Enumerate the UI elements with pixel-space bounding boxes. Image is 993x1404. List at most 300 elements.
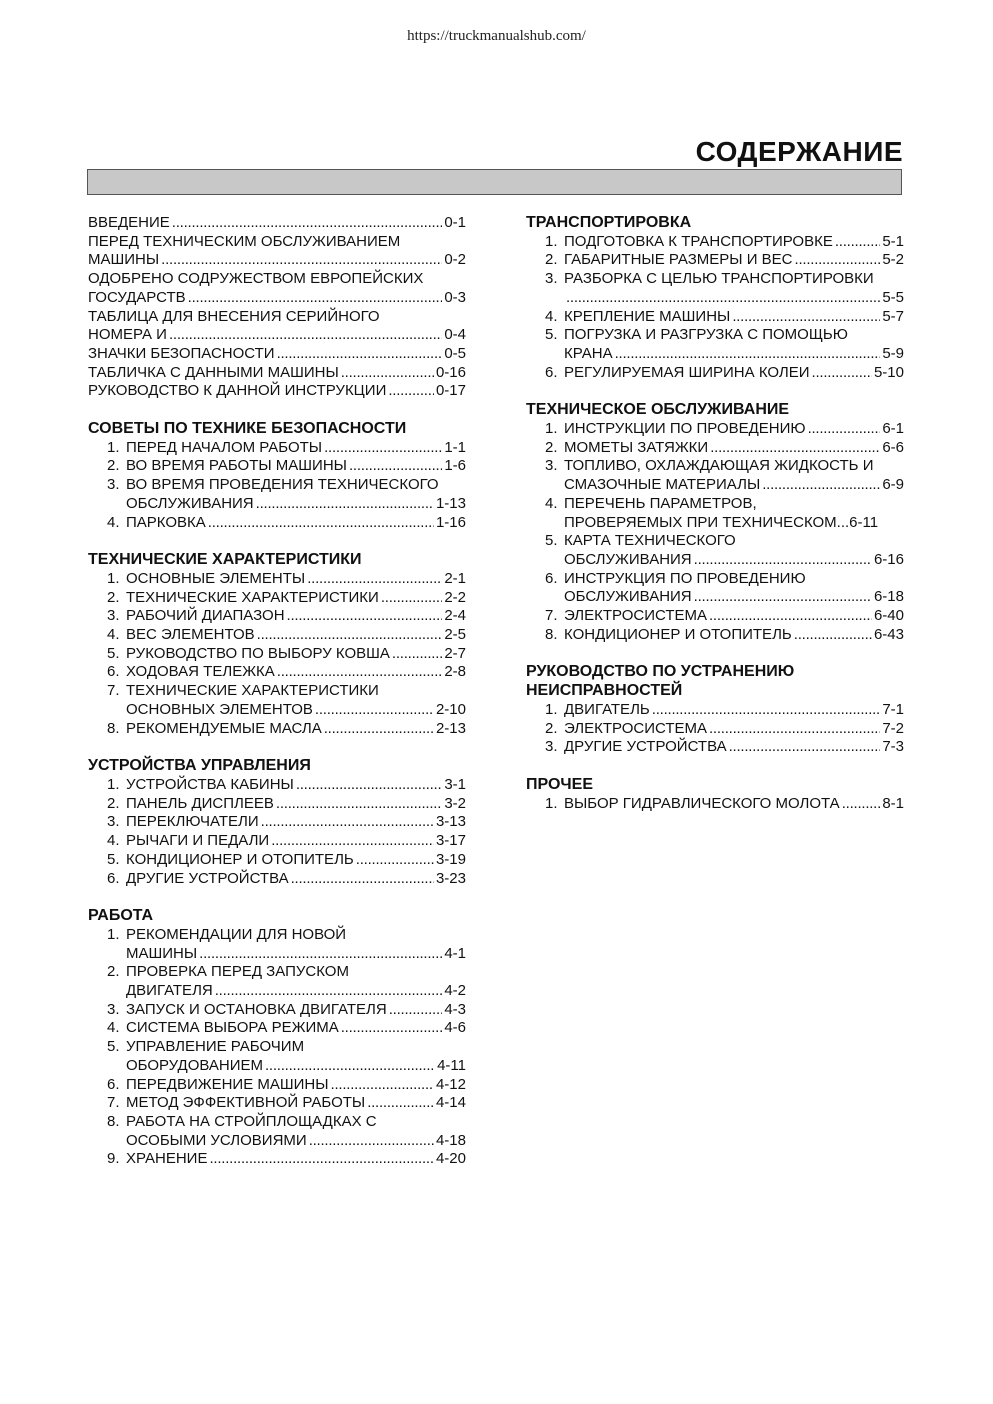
toc-entry-continuation[interactable] bbox=[526, 476, 904, 495]
entry-number: 5. bbox=[107, 850, 120, 868]
toc-entry[interactable] bbox=[526, 701, 904, 720]
entry-text: ТЕХНИЧЕСКИЕ ХАРАКТЕРИСТИКИ bbox=[126, 682, 379, 700]
entry-number: 1. bbox=[545, 700, 558, 718]
entry-page: 8-1 bbox=[882, 794, 904, 812]
dot-leader bbox=[208, 514, 434, 533]
toc-entry[interactable] bbox=[526, 420, 904, 439]
dot-leader bbox=[709, 720, 880, 739]
toc-entry[interactable] bbox=[88, 663, 466, 682]
toc-entry[interactable] bbox=[526, 720, 904, 739]
entry-text: ДВИГАТЕЛЯ bbox=[126, 982, 213, 1000]
dot-leader bbox=[729, 738, 881, 757]
entry-page: 0-16 bbox=[435, 363, 466, 381]
entry-text: ЭЛЕКТРОСИСТЕМА bbox=[564, 607, 707, 625]
toc-entry[interactable] bbox=[526, 607, 904, 626]
entry-page: 0-2 bbox=[444, 251, 466, 269]
entry-text: УПРАВЛЕНИЕ РАБОЧИМ bbox=[126, 1038, 305, 1056]
entry-page: 5-7 bbox=[882, 307, 904, 325]
dot-leader bbox=[291, 870, 434, 889]
toc-section-other bbox=[526, 776, 904, 813]
entry-page: 2-8 bbox=[444, 663, 466, 681]
entry-number: 4. bbox=[545, 494, 558, 512]
dot-leader bbox=[271, 832, 434, 851]
entry-number: 2. bbox=[107, 794, 120, 812]
entry-page: 2-10 bbox=[435, 700, 466, 718]
dot-leader bbox=[694, 588, 872, 607]
entry-page: 4-2 bbox=[444, 982, 466, 1000]
toc-entry-continuation[interactable] bbox=[88, 701, 466, 720]
dot-leader bbox=[215, 982, 443, 1001]
entry-page: 5-9 bbox=[882, 344, 904, 362]
toc-entry[interactable] bbox=[88, 364, 466, 383]
entry-text: КРЕПЛЕНИЕ МАШИНЫ bbox=[564, 307, 731, 325]
toc-entry[interactable] bbox=[526, 626, 904, 645]
entry-text: ГАБАРИТНЫЕ РАЗМЕРЫ И ВЕС bbox=[564, 251, 793, 269]
entry-text: ОБСЛУЖИВАНИЯ bbox=[126, 494, 254, 512]
entry-text: СМАЗОЧНЫЕ МАТЕРИАЛЫ bbox=[564, 476, 761, 494]
entry-page: 4-3 bbox=[444, 1000, 466, 1018]
entry-text: ДВИГАТЕЛЬ bbox=[564, 700, 650, 718]
toc-entry[interactable] bbox=[88, 1019, 466, 1038]
entry-text: ТАБЛИЧКА С ДАННЫМИ МАШИНЫ bbox=[88, 363, 339, 381]
section-heading[interactable]: УСТРОЙСТВА УПРАВЛЕНИЯ bbox=[88, 757, 311, 775]
entry-number: 8. bbox=[545, 625, 558, 643]
page-title: СОДЕРЖАНИЕ bbox=[695, 136, 903, 167]
toc-entry[interactable] bbox=[88, 1038, 466, 1057]
toc-entry-continuation[interactable] bbox=[526, 289, 904, 308]
source-url[interactable]: https://truckmanualshub.com/ bbox=[407, 28, 586, 44]
toc-entry[interactable] bbox=[88, 607, 466, 626]
toc-entry[interactable] bbox=[88, 270, 466, 289]
toc-entry[interactable] bbox=[88, 832, 466, 851]
toc-entry[interactable] bbox=[526, 457, 904, 476]
entry-text: ЗАПУСК И ОСТАНОВКА ДВИГАТЕЛЯ bbox=[126, 1000, 387, 1018]
toc-section-controls bbox=[88, 757, 466, 888]
entry-text: РЕКОМЕНДАЦИИ ДЛЯ НОВОЙ bbox=[126, 925, 347, 943]
entry-number: 4. bbox=[107, 1019, 120, 1037]
toc-section-introduction bbox=[88, 214, 466, 401]
dot-leader bbox=[265, 1057, 435, 1076]
entry-page: 1-1 bbox=[444, 438, 466, 456]
toc-entry[interactable] bbox=[88, 626, 466, 645]
dot-leader bbox=[652, 701, 881, 720]
entry-number: 7. bbox=[107, 682, 120, 700]
entry-page: 4-6 bbox=[444, 1019, 466, 1037]
entry-page: 6-16 bbox=[873, 550, 904, 568]
entry-page: 5-10 bbox=[873, 363, 904, 381]
entry-number: 1. bbox=[107, 569, 120, 587]
entry-page: 2-2 bbox=[444, 588, 466, 606]
entry-text: ОСНОВНЫХ ЭЛЕМЕНТОВ bbox=[126, 700, 313, 718]
entry-text: МЕТОД ЭФФЕКТИВНОЙ РАБОТЫ bbox=[126, 1094, 366, 1112]
dot-leader bbox=[566, 289, 880, 308]
entry-number: 4. bbox=[545, 307, 558, 325]
section-heading[interactable]: РУКОВОДСТВО ПО УСТРАНЕНИЮ bbox=[526, 663, 795, 681]
dot-leader bbox=[389, 1001, 443, 1020]
entry-number: 5. bbox=[107, 1038, 120, 1056]
dot-leader bbox=[808, 420, 881, 439]
toc-entry-continuation[interactable] bbox=[88, 982, 466, 1001]
entry-text: МОМЕТЫ ЗАТЯЖКИ bbox=[564, 438, 709, 456]
dot-leader bbox=[694, 551, 872, 570]
toc-entry[interactable] bbox=[88, 795, 466, 814]
toc-left-column bbox=[88, 214, 466, 1188]
entry-page: 3-2 bbox=[444, 794, 466, 812]
entry-text: ОДОБРЕНО СОДРУЖЕСТВОМ ЕВРОПЕЙСКИХ bbox=[88, 270, 424, 288]
entry-page: 2-1 bbox=[444, 569, 466, 587]
entry-text: ПРОВЕРЯЕМЫХ ПРИ ТЕХНИЧЕСКОМ...6-11 bbox=[564, 513, 879, 531]
toc-entry[interactable] bbox=[88, 514, 466, 533]
entry-text: ПЕРЕКЛЮЧАТЕЛИ bbox=[126, 813, 259, 831]
entry-text: ПЕРЕД НАЧАЛОМ РАБОТЫ bbox=[126, 438, 323, 456]
toc-entry[interactable] bbox=[88, 457, 466, 476]
toc-entry[interactable] bbox=[526, 326, 904, 345]
entry-number: 4. bbox=[107, 513, 120, 531]
entry-text: ДРУГИЕ УСТРОЙСТВА bbox=[564, 738, 727, 756]
toc-section-operation bbox=[88, 907, 466, 1169]
entry-text: ТОПЛИВО, ОХЛАЖДАЮЩАЯ ЖИДКОСТЬ И bbox=[564, 457, 874, 475]
entry-text: ПАРКОВКА bbox=[126, 513, 206, 531]
toc-entry[interactable] bbox=[88, 1094, 466, 1113]
entry-number: 2. bbox=[545, 251, 558, 269]
entry-text: РАБОЧИЙ ДИАПАЗОН bbox=[126, 607, 285, 625]
toc-entry[interactable] bbox=[88, 308, 466, 327]
toc-entry[interactable] bbox=[526, 308, 904, 327]
entry-text: УСТРОЙСТВА КАБИНЫ bbox=[126, 775, 294, 793]
toc-entry-continuation[interactable] bbox=[88, 251, 466, 270]
entry-number: 1. bbox=[107, 438, 120, 456]
toc-entry[interactable] bbox=[88, 382, 466, 401]
toc-entry[interactable] bbox=[526, 439, 904, 458]
toc-section-transport bbox=[526, 214, 904, 382]
entry-page: 3-19 bbox=[435, 850, 466, 868]
entry-page: 7-1 bbox=[882, 700, 904, 718]
entry-text: ИНСТРУКЦИИ ПО ПРОВЕДЕНИЮ bbox=[564, 420, 806, 438]
toc-entry[interactable] bbox=[88, 813, 466, 832]
entry-text: НОМЕРА И bbox=[88, 326, 167, 344]
entry-text: ПЕРЕДВИЖЕНИЕ МАШИНЫ bbox=[126, 1075, 329, 1093]
dot-leader bbox=[762, 476, 880, 495]
entry-page: 4-20 bbox=[435, 1150, 466, 1168]
toc-entry[interactable] bbox=[88, 1150, 466, 1169]
dot-leader bbox=[257, 626, 443, 645]
toc-entry-continuation[interactable] bbox=[88, 945, 466, 964]
entry-page: 4-11 bbox=[437, 1056, 466, 1074]
toc-entry[interactable] bbox=[88, 963, 466, 982]
entry-number: 3. bbox=[545, 270, 558, 288]
toc-entry-continuation[interactable] bbox=[526, 345, 904, 364]
toc-entry[interactable] bbox=[88, 570, 466, 589]
entry-number: 7. bbox=[545, 607, 558, 625]
entry-text: ПОГРУЗКА И РАЗГРУЗКА С ПОМОЩЬЮ bbox=[564, 326, 848, 344]
entry-number: 5. bbox=[545, 532, 558, 550]
title-divider-bar bbox=[87, 169, 902, 195]
entry-text: КОНДИЦИОНЕР И ОТОПИТЕЛЬ bbox=[564, 625, 792, 643]
toc-entry[interactable] bbox=[88, 776, 466, 795]
entry-number: 3. bbox=[545, 738, 558, 756]
entry-number: 2. bbox=[545, 438, 558, 456]
toc-entry[interactable] bbox=[88, 682, 466, 701]
entry-page: 3-1 bbox=[444, 775, 466, 793]
entry-text: ЭЛЕКТРОСИСТЕМА bbox=[564, 719, 707, 737]
dot-leader bbox=[188, 289, 443, 308]
entry-text: ТЕХНИЧЕСКИЕ ХАРАКТЕРИСТИКИ bbox=[126, 588, 379, 606]
toc-entry[interactable] bbox=[526, 495, 904, 514]
toc-entry-continuation[interactable] bbox=[88, 1132, 466, 1151]
entry-text: КАРТА ТЕХНИЧЕСКОГО bbox=[564, 532, 736, 550]
entry-number: 6. bbox=[545, 569, 558, 587]
dot-leader bbox=[795, 251, 881, 270]
dot-leader bbox=[732, 308, 880, 327]
entry-page: 1-13 bbox=[435, 494, 466, 512]
toc-entry[interactable] bbox=[88, 439, 466, 458]
dot-leader bbox=[349, 457, 442, 476]
section-heading[interactable]: ТРАНСПОРТИРОВКА bbox=[526, 214, 692, 231]
dot-leader bbox=[309, 1132, 434, 1151]
entry-text: РЕКОМЕНДУЕМЫЕ МАСЛА bbox=[126, 719, 322, 737]
entry-page: 1-16 bbox=[435, 513, 466, 531]
entry-text: РАЗБОРКА С ЦЕЛЬЮ ТРАНСПОРТИРОВКИ bbox=[564, 270, 874, 288]
toc-entry-continuation[interactable] bbox=[526, 551, 904, 570]
section-heading[interactable]: ПРОЧЕЕ bbox=[526, 775, 593, 793]
toc-entry[interactable] bbox=[88, 233, 466, 252]
dot-leader bbox=[835, 233, 880, 252]
entry-text: ТАБЛИЦА ДЛЯ ВНЕСЕНИЯ СЕРИЙНОГО bbox=[88, 307, 380, 325]
dot-leader bbox=[356, 851, 434, 870]
entry-page: 4-12 bbox=[435, 1075, 466, 1093]
toc-entry-continuation[interactable] bbox=[526, 514, 904, 533]
entry-text: ПЕРЕД ТЕХНИЧЕСКИМ ОБСЛУЖИВАНИЕМ bbox=[88, 232, 401, 250]
toc-entry[interactable] bbox=[526, 532, 904, 551]
entry-page: 6-6 bbox=[882, 438, 904, 456]
toc-entry[interactable] bbox=[88, 720, 466, 739]
entry-text: ОБОРУДОВАНИЕМ bbox=[126, 1056, 263, 1074]
entry-page: 3-23 bbox=[435, 869, 466, 887]
entry-page: 2-5 bbox=[444, 626, 466, 644]
entry-page: 3-17 bbox=[435, 832, 466, 850]
entry-number: 2. bbox=[107, 457, 120, 475]
entry-page: 6-9 bbox=[882, 476, 904, 494]
section-heading[interactable]: РАБОТА bbox=[88, 907, 154, 925]
entry-text: ОБСЛУЖИВАНИЯ bbox=[564, 550, 692, 568]
entry-text: КОНДИЦИОНЕР И ОТОПИТЕЛЬ bbox=[126, 850, 354, 868]
toc-entry[interactable] bbox=[88, 1113, 466, 1132]
entry-number: 5. bbox=[107, 644, 120, 662]
toc-entry-continuation[interactable] bbox=[88, 289, 466, 308]
entry-number: 3. bbox=[107, 813, 120, 831]
dot-leader bbox=[287, 607, 443, 626]
entry-page: 7-2 bbox=[882, 719, 904, 737]
entry-number: 5. bbox=[545, 326, 558, 344]
dot-leader bbox=[367, 1094, 434, 1113]
toc-entry[interactable] bbox=[88, 589, 466, 608]
dot-leader bbox=[276, 795, 442, 814]
toc-entry[interactable] bbox=[526, 364, 904, 383]
entry-text: КРАНА bbox=[564, 344, 613, 362]
dot-leader bbox=[331, 1076, 434, 1095]
toc-entry[interactable] bbox=[88, 345, 466, 364]
entry-page: 0-3 bbox=[444, 288, 466, 306]
entry-page: 2-13 bbox=[435, 719, 466, 737]
entry-text: ДРУГИЕ УСТРОЙСТВА bbox=[126, 869, 289, 887]
dot-leader bbox=[315, 701, 434, 720]
section-heading-continuation[interactable]: НЕИСПРАВНОСТЕЙ bbox=[526, 682, 683, 700]
entry-text: ОСОБЫМИ УСЛОВИЯМИ bbox=[126, 1131, 307, 1149]
toc-section-troubleshooting bbox=[526, 663, 904, 757]
entry-text: ПРОВЕРКА ПЕРЕД ЗАПУСКОМ bbox=[126, 963, 349, 981]
entry-text: ПАНЕЛЬ ДИСПЛЕЕВ bbox=[126, 794, 274, 812]
entry-text: ВВЕДЕНИЕ bbox=[88, 214, 170, 231]
entry-page: 1-6 bbox=[444, 457, 466, 475]
entry-text: РУКОВОДСТВО ПО ВЫБОРУ КОВША bbox=[126, 644, 390, 662]
entry-number: 2. bbox=[107, 588, 120, 606]
entry-number: 4. bbox=[107, 626, 120, 644]
entry-number: 7. bbox=[107, 1094, 120, 1112]
dot-leader bbox=[199, 945, 442, 964]
toc-entry[interactable] bbox=[526, 795, 904, 814]
dot-leader bbox=[709, 607, 872, 626]
dot-leader bbox=[392, 645, 442, 664]
entry-number: 3. bbox=[107, 1000, 120, 1018]
section-heading[interactable]: ТЕХНИЧЕСКИЕ ХАРАКТЕРИСТИКИ bbox=[88, 551, 362, 569]
toc-entry-continuation[interactable] bbox=[88, 326, 466, 345]
entry-text: СИСТЕМА ВЫБОРА РЕЖИМА bbox=[126, 1019, 339, 1037]
entry-text: МАШИНЫ bbox=[88, 251, 160, 269]
toc-entry[interactable] bbox=[88, 1076, 466, 1095]
entry-number: 2. bbox=[545, 719, 558, 737]
entry-number: 3. bbox=[545, 457, 558, 475]
section-heading[interactable]: ТЕХНИЧЕСКОЕ ОБСЛУЖИВАНИЕ bbox=[526, 401, 790, 419]
entry-number: 6. bbox=[107, 663, 120, 681]
toc-entry[interactable] bbox=[88, 870, 466, 889]
entry-number: 1. bbox=[545, 794, 558, 812]
dot-leader bbox=[161, 251, 442, 270]
dot-leader bbox=[172, 214, 443, 233]
entry-page: 4-14 bbox=[435, 1094, 466, 1112]
entry-page: 7-3 bbox=[882, 738, 904, 756]
dot-leader bbox=[381, 589, 442, 608]
toc-entry[interactable] bbox=[526, 233, 904, 252]
entry-text: ВЫБОР ГИДРАВЛИЧЕСКОГО МОЛОТА bbox=[564, 794, 840, 812]
entry-number: 8. bbox=[107, 1112, 120, 1130]
entry-number: 3. bbox=[107, 607, 120, 625]
entry-page: 0-4 bbox=[444, 326, 466, 344]
dot-leader bbox=[388, 382, 434, 401]
entry-page: 3-13 bbox=[435, 813, 466, 831]
entry-number: 3. bbox=[107, 476, 120, 494]
toc-entry[interactable] bbox=[88, 476, 466, 495]
entry-page: 6-43 bbox=[873, 625, 904, 643]
entry-page: 6-40 bbox=[873, 607, 904, 625]
entry-number: 9. bbox=[107, 1150, 120, 1168]
entry-text: ГОСУДАРСТВ bbox=[88, 288, 186, 306]
entry-text: РАБОТА НА СТРОЙПЛОЩАДКАХ С bbox=[126, 1112, 377, 1130]
toc-section-specifications bbox=[88, 551, 466, 738]
toc-entry[interactable] bbox=[88, 926, 466, 945]
toc-section-safety bbox=[88, 420, 466, 532]
dot-leader bbox=[277, 663, 443, 682]
dot-leader bbox=[842, 795, 881, 814]
dot-leader bbox=[615, 345, 881, 364]
entry-page: 0-17 bbox=[435, 382, 466, 400]
entry-page: 5-5 bbox=[882, 288, 904, 306]
dot-leader bbox=[341, 1019, 443, 1038]
dot-leader bbox=[324, 439, 442, 458]
entry-text: ПОДГОТОВКА К ТРАНСПОРТИРОВКЕ bbox=[564, 232, 833, 250]
dot-leader bbox=[169, 326, 442, 345]
entry-text: ОБСЛУЖИВАНИЯ bbox=[564, 588, 692, 606]
toc-entry-continuation[interactable] bbox=[88, 1057, 466, 1076]
entry-text: РУКОВОДСТВО К ДАННОЙ ИНСТРУКЦИИ bbox=[88, 382, 387, 400]
dot-leader bbox=[812, 364, 872, 383]
entry-page: 0-1 bbox=[444, 214, 466, 231]
toc-entry[interactable] bbox=[526, 251, 904, 270]
entry-number: 1. bbox=[545, 420, 558, 438]
entry-page: 2-7 bbox=[444, 644, 466, 662]
dot-leader bbox=[307, 570, 442, 589]
entry-text: ПЕРЕЧЕНЬ ПАРАМЕТРОВ, bbox=[564, 494, 757, 512]
entry-text: ЗНАЧКИ БЕЗОПАСНОСТИ bbox=[88, 344, 275, 362]
entry-text: РЕГУЛИРУЕМАЯ ШИРИНА КОЛЕИ bbox=[564, 363, 810, 381]
section-heading[interactable]: СОВЕТЫ ПО ТЕХНИКЕ БЕЗОПАСНОСТИ bbox=[88, 420, 407, 438]
entry-text: ОСНОВНЫЕ ЭЛЕМЕНТЫ bbox=[126, 569, 306, 587]
toc-entry-continuation[interactable] bbox=[88, 495, 466, 514]
entry-text: РЫЧАГИ И ПЕДАЛИ bbox=[126, 832, 270, 850]
entry-text: ВО ВРЕМЯ РАБОТЫ МАШИНЫ bbox=[126, 457, 347, 475]
entry-page: 2-4 bbox=[444, 607, 466, 625]
dot-leader bbox=[341, 364, 434, 383]
toc-entry[interactable] bbox=[526, 570, 904, 589]
entry-number: 8. bbox=[107, 719, 120, 737]
toc-entry[interactable] bbox=[526, 738, 904, 757]
dot-leader bbox=[261, 813, 434, 832]
entry-number: 2. bbox=[107, 963, 120, 981]
toc-entry[interactable] bbox=[88, 1001, 466, 1020]
dot-leader bbox=[710, 439, 880, 458]
entry-number: 6. bbox=[107, 869, 120, 887]
entry-text: ВЕС ЭЛЕМЕНТОВ bbox=[126, 626, 255, 644]
dot-leader bbox=[277, 345, 443, 364]
toc-section-maintenance bbox=[526, 401, 904, 644]
entry-page: 5-1 bbox=[882, 232, 904, 250]
dot-leader bbox=[794, 626, 872, 645]
dot-leader bbox=[256, 495, 434, 514]
entry-number: 1. bbox=[545, 232, 558, 250]
entry-text: ИНСТРУКЦИЯ ПО ПРОВЕДЕНИЮ bbox=[564, 569, 806, 587]
entry-text: ВО ВРЕМЯ ПРОВЕДЕНИЯ ТЕХНИЧЕСКОГО bbox=[126, 476, 439, 494]
entry-page: 0-5 bbox=[444, 344, 466, 362]
entry-text: ХРАНЕНИЕ bbox=[126, 1150, 208, 1168]
toc-entry[interactable] bbox=[88, 645, 466, 664]
toc-right-column bbox=[526, 214, 904, 832]
toc-entry[interactable] bbox=[526, 270, 904, 289]
entry-number: 6. bbox=[545, 363, 558, 381]
entry-number: 1. bbox=[107, 925, 120, 943]
entry-number: 4. bbox=[107, 832, 120, 850]
toc-entry[interactable] bbox=[88, 851, 466, 870]
toc-entry[interactable] bbox=[88, 214, 466, 233]
entry-page: 4-18 bbox=[435, 1131, 466, 1149]
entry-page: 5-2 bbox=[882, 251, 904, 269]
dot-leader bbox=[324, 720, 434, 739]
entry-page: 6-1 bbox=[882, 420, 904, 438]
entry-page: 4-1 bbox=[444, 944, 466, 962]
entry-page: 6-18 bbox=[873, 588, 904, 606]
toc-entry-continuation[interactable] bbox=[526, 588, 904, 607]
entry-text: МАШИНЫ bbox=[126, 944, 198, 962]
dot-leader bbox=[296, 776, 443, 795]
entry-number: 6. bbox=[107, 1075, 120, 1093]
